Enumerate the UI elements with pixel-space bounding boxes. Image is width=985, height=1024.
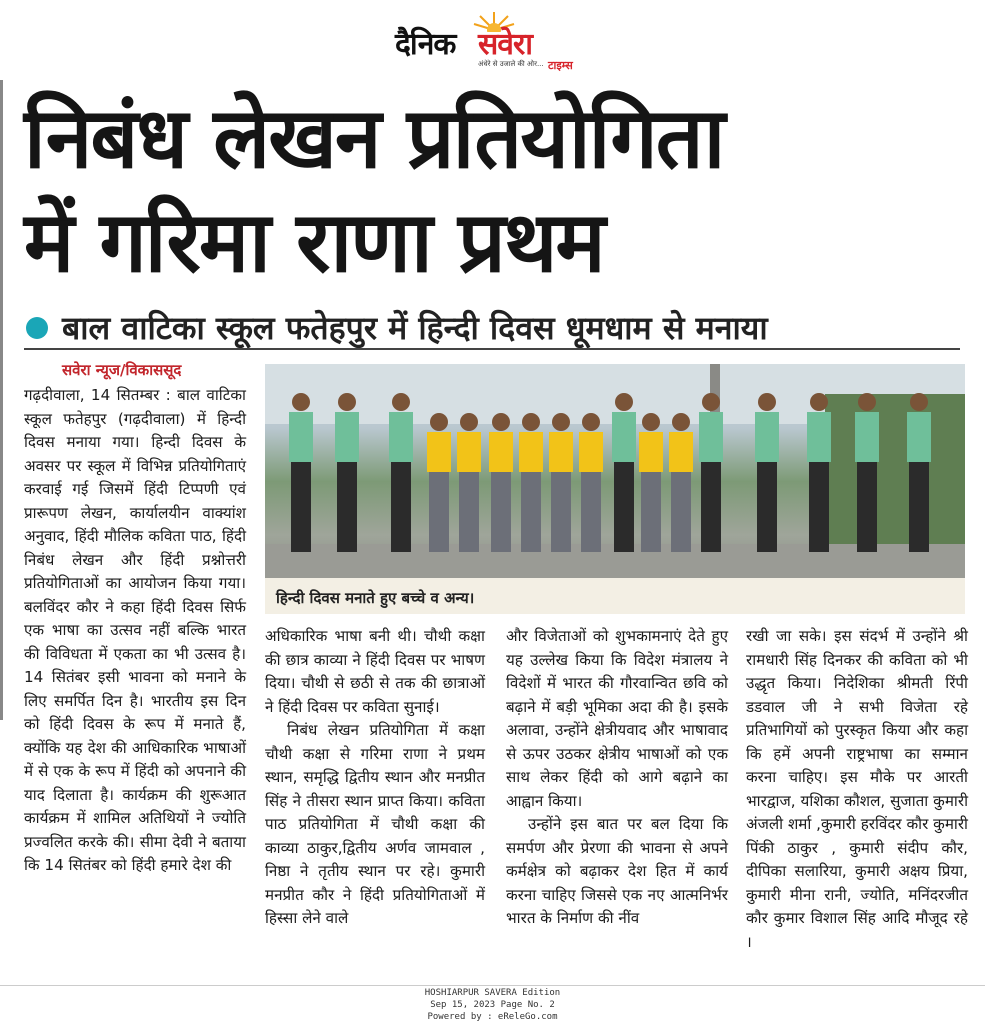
article-column-4: [746, 625, 968, 954]
footer-date-page: Sep 15, 2023 Page No. 2: [430, 1000, 555, 1010]
person-figure: [549, 413, 573, 552]
person-figure: [639, 413, 663, 552]
footer-divider: [0, 985, 985, 986]
masthead-times: टाइम्स: [548, 59, 573, 72]
group-photo-illustration: [265, 364, 965, 578]
person-figure: [389, 393, 413, 552]
paragraph: निबंध लेखन प्रतियोगिता में कक्षा चौथी कक्षा से गरिमा राणा ने प्रथम स्थान, समृद्धि द्वितीय स्थान और मनप्रीत सिंह ने तीसरा स्थान प्राप्त किया। कविता पाठ प्रतियोगिता में चौथी कक्षा की काव्या ठाकुर,द्वितीय अर्णव जामवाल , निष्ठा ने तृतीय स्थान पर रहे। कुमारी मनप्रीत कौर ने हिंदी प्रतियोगिताओं में हिस्सा लेने वाले: [265, 721, 485, 927]
person-figure: [335, 393, 359, 552]
paragraph: रखी जा सके। इस संदर्भ में उन्होंने श्री रामधारी सिंह दिनकर की कविता को भी उद्धृत किया। निदेशिका श्रीमती रिंपी डडवाल जी ने सभी विजेता रहे प्रतिभागियों को पुरस्कृत किया और कहा कि हमें अपनी राष्ट्रभाषा का सम्मान करना चाहिए। इस मौके पर आरती भारद्वाज, यशिका कौशल, सुजाता कुमारी अंजली शर्मा ,कुमारी हरविंदर कौर कुमारी पिंकी ठाकुर , कुमारी संदीप कौर, दीपिका सलारिया, कुमारी अक्षय प्रिया, कुमारी मीना रानी, ज्योति, मनिंदरजीत कौर कुमार विशाल सिंह आदि मौजूद रहे ।: [746, 627, 968, 951]
article-column-3: [506, 625, 728, 931]
person-figure: [457, 413, 481, 552]
news-photo: [265, 364, 965, 578]
person-figure: [755, 393, 779, 552]
headline: [24, 86, 974, 294]
person-figure: [489, 413, 513, 552]
masthead: [0, 8, 985, 70]
photo-caption: हिन्दी दिवस मनाते हुए बच्चे व अन्य।: [276, 589, 475, 607]
paragraph: और विजेताओं को शुभकामनाएं देते हुए यह उल्लेख किया कि विदेश मंत्रालय ने विदेशों में भारत की गौरवान्वित छवि को बढ़ाने में बड़ी भूमिका अदा की है। इसके अलावा, उन्होंने क्षेत्रीयवाद और भाषावाद से ऊपर उठकर क्षेत्रीय भाषाओं को एक साथ लेकर हिंदी को आगे बढ़ाने का आह्वान किया।: [506, 627, 728, 810]
headline-line-2: में गरिमा राणा प्रथम: [24, 193, 604, 291]
person-figure: [807, 393, 831, 552]
person-figure: [669, 413, 693, 552]
byline: सवेरा न्यूज/विकाससूद: [62, 361, 182, 379]
masthead-name-right: सवेरा: [478, 27, 532, 62]
paragraph: उन्होंने इस बात पर बल दिया कि समर्पण और प्रेरणा की भावना से अपने कर्मक्षेत्र को बढ़ाकर देश हित में कार्य करना चाहिए जिससे एक नए आत्मनिर्भर भारत के निर्माण की नींव: [506, 815, 728, 927]
subheadline: बाल वाटिका स्कूल फतेहपुर में हिन्दी दिवस धूमधाम से मनाया: [62, 309, 768, 347]
person-figure: [519, 413, 543, 552]
person-figure: [427, 413, 451, 552]
person-figure: [699, 393, 723, 552]
subhead-bullet-icon: [26, 317, 48, 339]
masthead-tagline: अंधेरे से उजाले की ओर...: [478, 60, 544, 68]
paragraph: गढ़दीवाला, 14 सितम्बर : बाल वाटिका स्कूल फतेहपुर (गढ़दीवाला) में हिन्दी दिवस मनाया गया। हिन्दी दिवस के अवसर पर स्कूल में विभिन्न प्रतियोगिताएं करवाई गई जिसमें हिंदी टिप्पणी एवं प्रारूपण लेखन, कार्यालयीन वाक्यांश अनुवाद, हिंदी मौलिक कविता पाठ, हिंदी निबंध लेखन और हिंदी प्रश्नोत्तरी प्रतियोगिताओं का आयोजन किया गया। बलविंदर कौर ने कहा हिंदी दिवस सिर्फ एक भाषा का उत्सव नहीं बल्कि भारत की विविधता में एकता का भी उत्सव है।14 सितंबर इसी भावना को मनाने के लिए समर्पित दिन है। भारतीय इस दिन को हिंदी दिवस के रूप में मनाते हैं, क्योंकि यह देश की आधिकारिक भाषाओं में से एक के रूप में हिंदी को अपनाने की याद दिलाता है। कार्यक्रम की शुरूआत कार्यक्रम में शामिल अतिथियों ने ज्योति प्रज्वलित करके की। सीमा देवी ने बताया कि 14 सितंबर को हिंदी हमारे देश की: [24, 386, 246, 874]
masthead-name-left: दैनिक: [395, 27, 456, 62]
person-figure: [612, 393, 636, 552]
article-column-2: [265, 625, 485, 931]
person-figure: [579, 413, 603, 552]
page-edge-strip: [0, 80, 3, 720]
person-figure: [907, 393, 931, 552]
footer-powered-link[interactable]: Powered by : eReleGo.com: [427, 1012, 558, 1022]
headline-line-1: निबंध लेखन प्रतियोगिता: [24, 89, 724, 187]
article-column-1: [24, 384, 246, 878]
person-figure: [855, 393, 879, 552]
footer-edition: HOSHIARPUR SAVERA Edition: [424, 988, 561, 998]
person-figure: [289, 393, 313, 552]
paragraph: अधिकारिक भाषा बनी थी। चौथी कक्षा की छात्र काव्या ने हिंदी दिवस पर भाषण दिया। चौथी से छठी से तक की छात्राओं ने हिंदी दिवस पर कविता सुनाई।: [265, 627, 485, 716]
divider: [24, 348, 960, 350]
